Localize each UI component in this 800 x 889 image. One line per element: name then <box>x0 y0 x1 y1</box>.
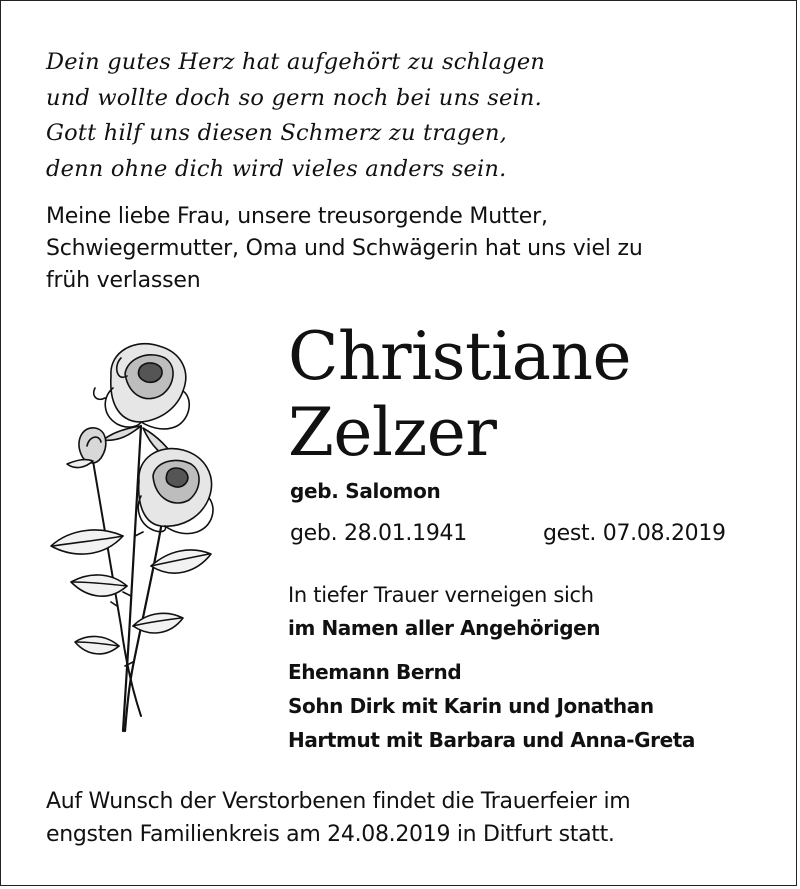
poem-line: Gott hilf uns diesen Schmerz zu tragen, <box>46 120 508 146</box>
intro-line: Meine liebe Frau, unsere treusorgende Mutter, <box>46 204 548 229</box>
mourning-statement <box>288 579 600 645</box>
poem-line: und wollte doch so gern noch bei uns sein. <box>46 84 542 111</box>
life-dates <box>290 521 760 555</box>
notice-line: engsten Familienkreis am 24.08.2019 in Ditfurt statt. <box>46 822 615 847</box>
death-date: gest. 07.08.2019 <box>543 521 726 546</box>
funeral-notice <box>46 785 766 851</box>
family-member: Sohn Dirk mit Karin und Jonathan <box>288 694 654 718</box>
family-member: Hartmut mit Barbara und Anna-Greta <box>288 728 696 752</box>
first-name: Christiane <box>288 318 632 395</box>
family-member: Ehemann Bernd <box>288 660 462 684</box>
poem-line: Dein gutes Herz hat aufgehört zu schlagen <box>46 49 546 75</box>
notice-line: Auf Wunsch der Verstorbenen findet die Trauerfeier im <box>46 789 631 814</box>
intro-line: Schwiegermutter, Oma und Schwägerin hat uns viel zu <box>46 236 643 261</box>
mourning-line: In tiefer Trauer verneigen sich <box>288 583 594 607</box>
last-name: Zelzer <box>288 394 497 471</box>
birth-date: geb. 28.01.1941 <box>290 521 467 546</box>
rose-illustration-icon <box>41 336 231 736</box>
intro-text <box>46 201 766 297</box>
poem-verse <box>46 45 766 187</box>
poem-line: denn ohne dich wird vieles anders sein. <box>46 155 507 182</box>
family-members <box>288 655 695 757</box>
mourning-line-bold: im Namen aller Angehörigen <box>288 616 601 640</box>
deceased-name <box>288 319 631 471</box>
maiden-name: geb. Salomon <box>290 479 441 503</box>
intro-line: früh verlassen <box>46 268 201 293</box>
